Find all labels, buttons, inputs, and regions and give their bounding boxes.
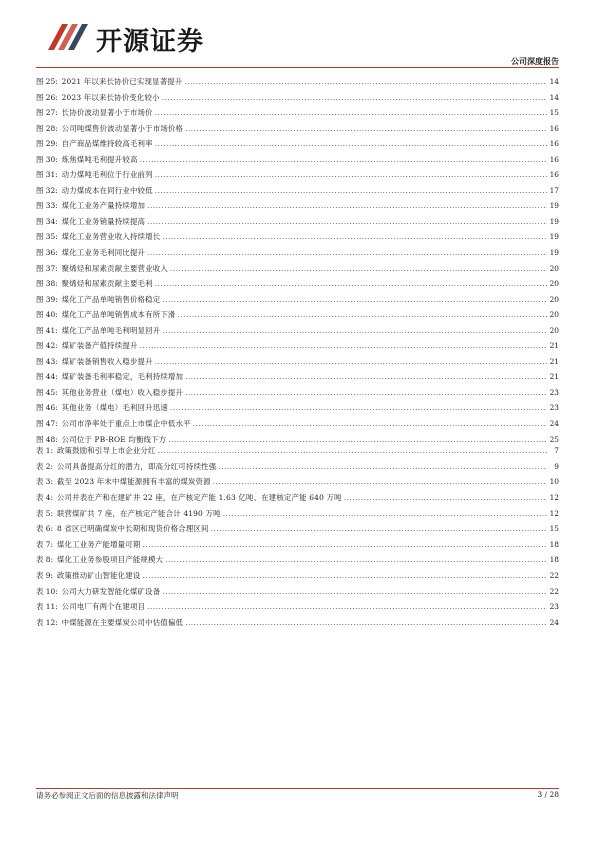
figure-entry[interactable] bbox=[36, 105, 559, 121]
figure-label: 图 29: bbox=[36, 139, 58, 149]
figure-page-number: 19 bbox=[549, 248, 559, 258]
table-entry[interactable] bbox=[36, 506, 559, 522]
figure-entry[interactable] bbox=[36, 323, 559, 339]
figure-title: 其他业务营业（煤电）收入稳步提升 bbox=[61, 387, 184, 397]
figure-page-number: 23 bbox=[549, 403, 559, 413]
figure-title: 煤化工产品单吨销售成本有所下滑 bbox=[61, 310, 176, 320]
leader-dots bbox=[165, 552, 547, 568]
figure-page-number: 20 bbox=[549, 263, 559, 273]
figure-page-number: 20 bbox=[549, 310, 559, 320]
figure-label: 图 46: bbox=[36, 403, 58, 413]
leader-dots bbox=[185, 369, 547, 385]
figure-entry[interactable] bbox=[36, 198, 559, 214]
figure-page-number: 21 bbox=[549, 356, 559, 366]
table-label: 表 11: bbox=[36, 602, 58, 612]
table-page-number: 18 bbox=[549, 539, 559, 549]
leader-dots bbox=[147, 198, 547, 214]
figure-entry[interactable] bbox=[36, 183, 559, 199]
table-list bbox=[36, 443, 559, 631]
figure-title: 公司吨煤售价波动显著小于市场价格 bbox=[61, 123, 184, 133]
leader-dots bbox=[155, 354, 547, 370]
table-title: 煤化工业务产能增量可期 bbox=[56, 539, 141, 549]
table-page-number: 10 bbox=[549, 477, 559, 487]
table-title: 截至 2023 年末中煤能源拥有丰富的煤炭资源 bbox=[56, 477, 211, 487]
figure-label: 图 40: bbox=[36, 310, 58, 320]
leader-dots bbox=[193, 416, 547, 432]
figure-label: 图 43: bbox=[36, 356, 58, 366]
leader-dots bbox=[147, 599, 547, 615]
leader-dots bbox=[162, 229, 547, 245]
figure-label: 图 35: bbox=[36, 232, 58, 242]
leader-dots bbox=[162, 584, 547, 600]
table-title: 公司大力研发智能化煤矿设备 bbox=[61, 586, 161, 596]
figure-label: 图 31: bbox=[36, 170, 58, 180]
figure-entry[interactable] bbox=[36, 276, 559, 292]
table-title: 联营煤矿共 7 座，在产核定产能合计 4190 万吨 bbox=[56, 508, 221, 518]
table-entry[interactable] bbox=[36, 552, 559, 568]
figure-page-number: 17 bbox=[549, 185, 559, 195]
figure-label: 图 28: bbox=[36, 123, 58, 133]
figure-page-number: 16 bbox=[549, 139, 559, 149]
figure-entry[interactable] bbox=[36, 369, 559, 385]
table-page-number: 7 bbox=[554, 446, 559, 455]
brand-logo bbox=[44, 20, 244, 57]
leader-dots bbox=[211, 521, 547, 537]
table-page-number: 9 bbox=[554, 461, 559, 471]
brand-logo-icon bbox=[44, 20, 90, 54]
figure-page-number: 20 bbox=[549, 325, 559, 335]
table-entry[interactable] bbox=[36, 459, 559, 475]
table-page-number: 22 bbox=[549, 586, 559, 596]
figure-label: 图 37: bbox=[36, 263, 58, 273]
figure-page-number: 23 bbox=[549, 387, 559, 397]
figure-entry[interactable] bbox=[36, 292, 559, 308]
page-number: 3 / 28 bbox=[537, 790, 559, 799]
leader-dots bbox=[162, 292, 547, 308]
figure-page-number: 21 bbox=[549, 341, 559, 351]
figure-entry[interactable] bbox=[36, 261, 559, 277]
table-label: 表 9: bbox=[36, 571, 53, 581]
figure-title: 聚烯烃和尿素贡献主要毛利 bbox=[61, 279, 153, 289]
leader-dots bbox=[158, 443, 547, 459]
figure-title: 煤化工业务毛利同比提升 bbox=[61, 248, 146, 258]
table-entry[interactable] bbox=[36, 615, 559, 631]
figure-title: 自产商品煤维持较高毛利率 bbox=[61, 139, 153, 149]
figure-page-number: 24 bbox=[549, 419, 559, 429]
table-entry[interactable] bbox=[36, 474, 559, 490]
table-label: 表 1: bbox=[36, 446, 53, 455]
figure-page-number: 15 bbox=[549, 108, 559, 118]
figure-title: 煤矿装备产值持续提升 bbox=[61, 341, 138, 351]
table-page-number: 18 bbox=[549, 555, 559, 565]
table-entry[interactable] bbox=[36, 521, 559, 537]
leader-dots bbox=[185, 385, 547, 401]
figure-title: 煤化工业务营业收入持续增长 bbox=[61, 232, 161, 242]
table-entry[interactable] bbox=[36, 537, 559, 553]
figure-title: 煤化工业务产量持续增加 bbox=[61, 201, 146, 211]
figure-title: 长协价波动显著小于市场价 bbox=[61, 108, 153, 118]
table-page-number: 24 bbox=[549, 618, 559, 628]
leader-dots bbox=[185, 121, 547, 137]
footer-disclaimer: 请务必参阅正文后面的信息披露和法律声明 bbox=[36, 791, 179, 800]
leader-dots bbox=[170, 261, 547, 277]
table-page-number: 22 bbox=[549, 571, 559, 581]
figure-title: 煤矿装备毛利率稳定，毛利持续增加 bbox=[61, 372, 184, 382]
table-entry[interactable] bbox=[36, 443, 559, 459]
table-label: 表 5: bbox=[36, 508, 53, 518]
figure-label: 图 26: bbox=[36, 92, 58, 102]
table-entry[interactable] bbox=[36, 568, 559, 584]
figure-page-number: 14 bbox=[549, 92, 559, 102]
table-label: 表 10: bbox=[36, 586, 58, 596]
figure-entry[interactable] bbox=[36, 354, 559, 370]
leader-dots bbox=[142, 568, 547, 584]
leader-dots bbox=[178, 307, 547, 323]
table-title: 中煤能源在主要煤炭公司中估值偏低 bbox=[61, 618, 184, 628]
leader-dots bbox=[155, 136, 547, 152]
table-entry[interactable] bbox=[36, 584, 559, 600]
page-header bbox=[0, 0, 595, 70]
figure-page-number: 25 bbox=[549, 434, 559, 444]
figure-page-number: 16 bbox=[549, 123, 559, 133]
figure-label: 图 30: bbox=[36, 154, 58, 164]
leader-dots bbox=[185, 615, 547, 631]
figure-title: 动力煤成本在同行业中较低 bbox=[61, 185, 153, 195]
table-title: 8 省区已明确煤炭中长期和现货价格合理区间 bbox=[56, 524, 209, 534]
leader-dots bbox=[155, 167, 547, 183]
figure-title: 2021 年以来长协价已实现显著提升 bbox=[61, 77, 183, 86]
figure-title: 炼焦煤吨毛利提升较高 bbox=[61, 154, 138, 164]
figure-label: 图 38: bbox=[36, 279, 58, 289]
figure-title: 动力煤吨毛利位于行业前列 bbox=[61, 170, 153, 180]
figure-entry[interactable] bbox=[36, 416, 559, 432]
figure-page-number: 14 bbox=[549, 77, 559, 86]
leader-dots bbox=[147, 245, 547, 261]
figure-label: 图 45: bbox=[36, 387, 58, 397]
figure-page-number: 19 bbox=[549, 201, 559, 211]
figure-label: 图 32: bbox=[36, 185, 58, 195]
table-label: 表 7: bbox=[36, 539, 53, 549]
figure-entry[interactable] bbox=[36, 167, 559, 183]
figure-list bbox=[36, 74, 559, 447]
table-label: 表 12: bbox=[36, 618, 58, 628]
leader-dots bbox=[140, 338, 547, 354]
leader-dots bbox=[140, 152, 547, 168]
leader-dots bbox=[155, 105, 547, 121]
table-entry[interactable] bbox=[36, 490, 559, 506]
brand-name: 开源证券 bbox=[96, 27, 205, 57]
figure-label: 图 39: bbox=[36, 294, 58, 304]
table-title: 煤化工业务参股项目产能规模大 bbox=[56, 555, 164, 565]
leader-dots bbox=[170, 400, 547, 416]
figure-entry[interactable] bbox=[36, 152, 559, 168]
leader-dots bbox=[142, 537, 547, 553]
leader-dots bbox=[147, 214, 547, 230]
figure-page-number: 20 bbox=[549, 279, 559, 289]
figure-page-number: 16 bbox=[549, 154, 559, 164]
figure-entry[interactable] bbox=[36, 136, 559, 152]
leader-dots bbox=[218, 459, 547, 475]
table-label: 表 4: bbox=[36, 492, 53, 502]
figure-label: 图 36: bbox=[36, 248, 58, 258]
table-page-number: 15 bbox=[549, 524, 559, 534]
header-divider bbox=[36, 67, 559, 68]
leader-dots bbox=[213, 474, 547, 490]
figure-entry[interactable] bbox=[36, 214, 559, 230]
table-title: 公司并表在产和在建矿井 22 座，在产核定产能 1.63 亿吨、在建核定产能 640 万吨 bbox=[56, 492, 342, 502]
figure-title: 煤化工产品单吨毛利明显回升 bbox=[61, 325, 161, 335]
report-type-label: 公司深度报告 bbox=[511, 57, 559, 66]
figure-title: 公司位于 PB-ROE 均衡线下方 bbox=[61, 434, 167, 444]
leader-dots bbox=[344, 490, 547, 506]
figure-page-number: 19 bbox=[549, 232, 559, 242]
leader-dots bbox=[155, 276, 547, 292]
figure-page-number: 20 bbox=[549, 294, 559, 304]
leader-dots bbox=[184, 74, 547, 90]
figure-title: 聚烯烃和尿素贡献主要营业收入 bbox=[61, 263, 168, 273]
figure-label: 图 33: bbox=[36, 201, 58, 211]
figure-label: 图 48: bbox=[36, 434, 58, 444]
figure-title: 煤化工产品单吨销售价格稳定 bbox=[61, 294, 161, 304]
table-title: 政策鼓励和引导上市企业分红 bbox=[56, 446, 156, 455]
table-label: 表 2: bbox=[36, 461, 53, 471]
table-label: 表 6: bbox=[36, 524, 53, 534]
table-label: 表 8: bbox=[36, 555, 53, 565]
figure-entry[interactable] bbox=[36, 307, 559, 323]
figure-label: 图 41: bbox=[36, 325, 58, 335]
figure-entry[interactable] bbox=[36, 385, 559, 401]
leader-dots bbox=[223, 506, 547, 522]
table-page-number: 23 bbox=[549, 602, 559, 612]
leader-dots bbox=[162, 323, 547, 339]
table-title: 公司电厂有两个在建项目 bbox=[61, 602, 146, 612]
figure-entry[interactable] bbox=[36, 245, 559, 261]
figure-label: 图 47: bbox=[36, 419, 58, 429]
figure-title: 煤矿装备销售收入稳步提升 bbox=[61, 356, 153, 366]
figure-entry[interactable] bbox=[36, 74, 559, 90]
figure-label: 图 25: bbox=[36, 77, 58, 86]
table-page-number: 12 bbox=[549, 492, 559, 502]
figure-label: 图 27: bbox=[36, 108, 58, 118]
figure-title: 其他业务（煤电）毛利回升迅速 bbox=[61, 403, 168, 413]
figure-entry[interactable] bbox=[36, 90, 559, 106]
table-title: 公司具备提高分红的潜力，即高分红可持续性强 bbox=[56, 461, 217, 471]
figure-label: 图 42: bbox=[36, 341, 58, 351]
table-page-number: 12 bbox=[549, 508, 559, 518]
figure-title: 2023 年以来长协价变化较小 bbox=[61, 92, 160, 102]
figure-label: 图 44: bbox=[36, 372, 58, 382]
figure-title: 煤化工业务销量持续提高 bbox=[61, 216, 146, 226]
leader-dots bbox=[162, 90, 547, 106]
figure-page-number: 21 bbox=[549, 372, 559, 382]
figure-title: 公司市净率处于重点上市煤企中低水平 bbox=[61, 419, 191, 429]
figure-label: 图 34: bbox=[36, 216, 58, 226]
table-title: 政策推动矿山智能化建设 bbox=[56, 571, 141, 581]
figure-page-number: 19 bbox=[549, 216, 559, 226]
figure-entry[interactable] bbox=[36, 121, 559, 137]
footer-divider bbox=[36, 788, 559, 789]
figure-entry[interactable] bbox=[36, 338, 559, 354]
figure-entry[interactable] bbox=[36, 229, 559, 245]
table-entry[interactable] bbox=[36, 599, 559, 615]
figure-page-number: 16 bbox=[549, 170, 559, 180]
figure-entry[interactable] bbox=[36, 400, 559, 416]
leader-dots bbox=[155, 183, 547, 199]
table-label: 表 3: bbox=[36, 477, 53, 487]
